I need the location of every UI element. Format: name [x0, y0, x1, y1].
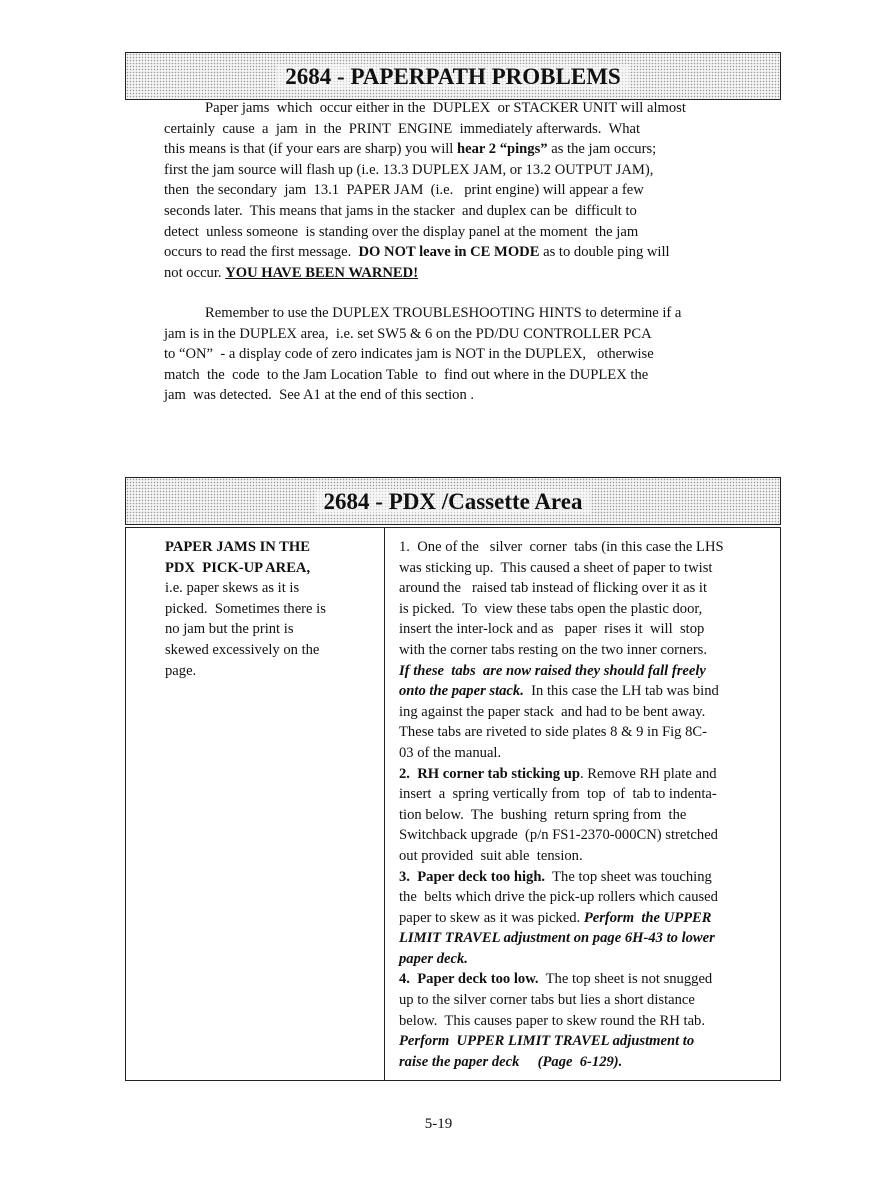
bold-text: 4. Paper deck too low. [399, 971, 539, 988]
emphasis-text: Perform the UPPER [583, 909, 712, 926]
problem-column [165, 537, 375, 681]
table-title: 2684 - PDX /Cassette Area [316, 489, 591, 514]
text-run: The top sheet was touching [545, 868, 712, 885]
intro-line [164, 263, 804, 284]
solution-line: insert a spring vertically from top of tab to indenta- [399, 786, 717, 803]
intro-line [164, 242, 804, 263]
solution-line [399, 969, 779, 990]
solution-line [399, 681, 779, 702]
problem-heading: PAPER JAMS IN THE [165, 539, 311, 555]
solution-line: raise the paper deck (Page 6-129). [399, 1053, 623, 1070]
solution-line: 1. One of the silver corner tabs (in this case the LHS [399, 539, 724, 555]
intro-line [164, 139, 804, 160]
solution-line: tion below. The bushing return spring from the [399, 806, 687, 823]
text-run: The top sheet is not snugged [538, 971, 713, 988]
section-title: 2684 - PAPERPATH PROBLEMS [277, 64, 628, 89]
solution-line: paper deck. [399, 950, 468, 967]
troubleshooting-table [125, 527, 781, 1081]
intro-line: then the secondary jam 13.1 PAPER JAM (i.e. print engine) will appear a few [164, 182, 644, 199]
solution-line: up to the silver corner tabs but lies a short distance [399, 992, 695, 1009]
problem-text: page. [165, 662, 197, 679]
remember-line: jam was detected. See A1 at the end of this section . [164, 387, 475, 404]
intro-line: detect unless someone is standing over the display panel at the moment the jam [164, 223, 639, 240]
bold-text: 2. RH corner tab sticking up [399, 765, 580, 782]
remember-line: match the code to the Jam Location Table to find out where in the DUPLEX the [164, 366, 649, 383]
text-run: this means is that (if your ears are sharp) you will [164, 141, 458, 158]
solution-line: the belts which drive the pick-up rollers which caused [399, 889, 718, 906]
table-title-banner [125, 477, 781, 525]
bold-text: 3. Paper deck too high. [399, 868, 546, 885]
warning-text: YOU HAVE BEEN WARNED! [225, 264, 419, 281]
text-run: as to double ping will [539, 244, 670, 261]
text-run: not occur. [164, 264, 226, 281]
intro-line: Paper jams which occur either in the DUPLEX or STACKER UNIT will almost [205, 100, 686, 116]
solution-line: Switchback upgrade (p/n FS1-2370-000CN) stretched [399, 827, 718, 844]
intro-line: first the jam source will flash up (i.e. 13.3 DUPLEX JAM, or 13.2 OUTPUT JAM), [164, 161, 654, 178]
intro-line: certainly cause a jam in the PRINT ENGINE immediately afterwards. What [164, 120, 641, 137]
section-title-banner [125, 52, 781, 100]
text-run: In this case the LH tab was bind [523, 683, 719, 700]
solution-line [399, 908, 779, 929]
column-divider [384, 528, 385, 1080]
text-run: . Remove RH plate and [579, 765, 717, 782]
remember-paragraph [164, 303, 804, 406]
intro-line: seconds later. This means that jams in the stacker and duplex can be difficult to [164, 202, 637, 219]
solution-line: is picked. To view these tabs open the plastic door, [399, 600, 703, 617]
page-number: 5-19 [424, 1116, 453, 1132]
solution-line: out provided suit able tension. [399, 847, 583, 864]
text-run: occurs to read the first message. [164, 244, 359, 261]
problem-text: picked. Sometimes there is [165, 600, 326, 617]
solution-line: These tabs are riveted to side plates 8 & 9 in Fig 8C- [399, 724, 708, 741]
bold-text: hear 2 “pings” [457, 141, 548, 158]
solution-line: ing against the paper stack and had to be bent away. [399, 703, 706, 720]
problem-text: i.e. paper skews as it is [165, 580, 300, 597]
solution-line [399, 867, 779, 888]
intro-paragraph [164, 98, 804, 283]
remember-line: Remember to use the DUPLEX TROUBLESHOOTING HINTS to determine if a [205, 305, 682, 321]
problem-heading: PDX PICK-UP AREA, [165, 559, 311, 576]
solution-line: insert the inter-lock and as paper rises it will stop [399, 621, 705, 638]
text-run: as the jam occurs; [547, 141, 657, 158]
text-run: paper to skew as it was picked. [399, 909, 584, 926]
solution-line: 03 of the manual. [399, 744, 502, 761]
solution-line: with the corner tabs resting on the two inner corners. [399, 641, 708, 658]
remember-line: jam is in the DUPLEX area, i.e. set SW5 & 6 on the PD/DU CONTROLLER PCA [164, 325, 652, 342]
solution-line: Perform UPPER LIMIT TRAVEL adjustment to [399, 1033, 695, 1050]
problem-text: no jam but the print is [165, 621, 294, 638]
solution-line: If these tabs are now raised they should fall freely [399, 662, 706, 679]
solution-line: was sticking up. This caused a sheet of paper to twist [399, 559, 713, 576]
solution-line [399, 764, 779, 785]
emphasis-text: onto the paper stack. [399, 683, 524, 700]
solution-line: around the raised tab instead of flicking over it as it [399, 580, 708, 597]
solution-line: LIMIT TRAVEL adjustment on page 6H-43 to lower [399, 930, 715, 947]
remember-line: to “ON” - a display code of zero indicates jam is NOT in the DUPLEX, otherwise [164, 346, 654, 363]
solution-column [399, 537, 779, 1072]
bold-text: DO NOT leave in CE MODE [358, 244, 540, 261]
problem-text: skewed excessively on the [165, 641, 320, 658]
solution-line: below. This causes paper to skew round the RH tab. [399, 1012, 705, 1029]
